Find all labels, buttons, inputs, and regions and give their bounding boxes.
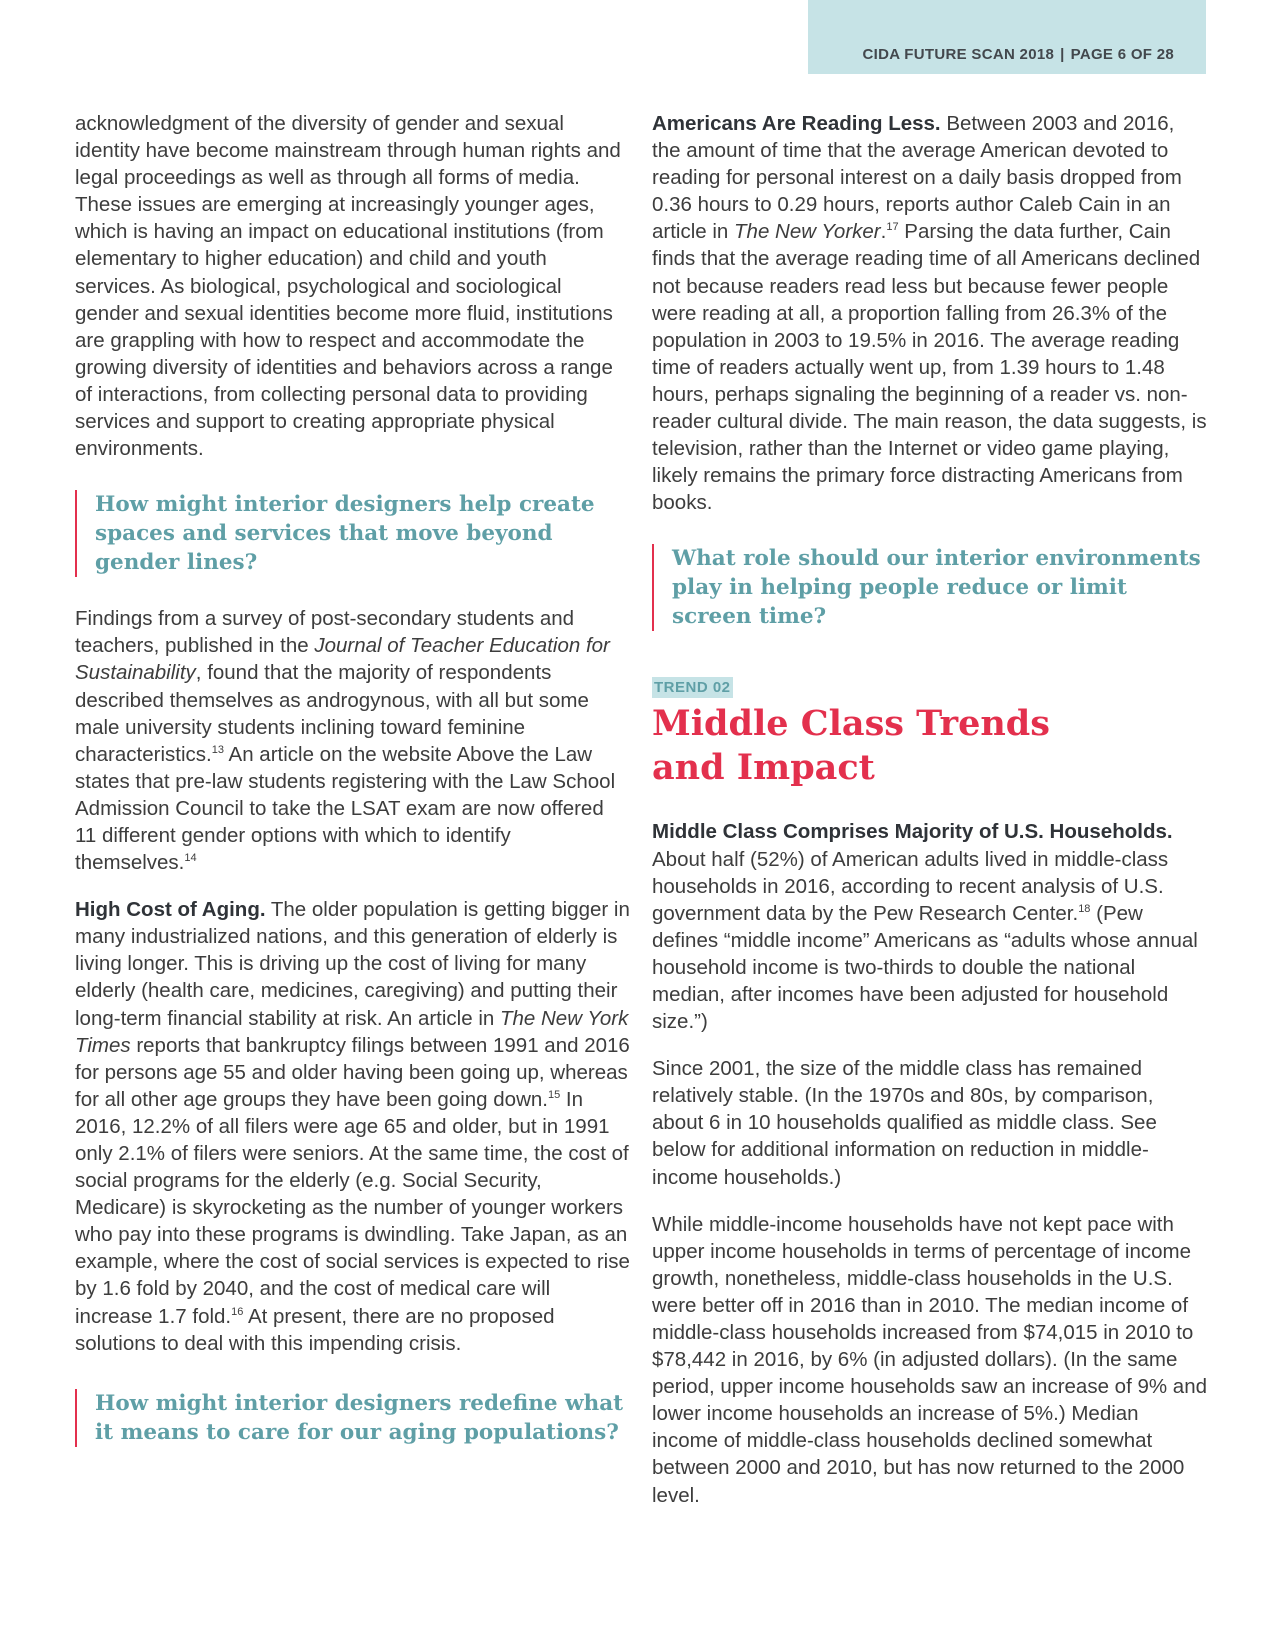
middle-income-paragraph: While middle-income households have not kept pace with upper income households in terms of percentage of income growth, nonetheless, middle-class households in the U.S. were better off in 2016 than in 2010. The median income of middle-class households increased from $74,015 in 2010 to $78,442 in 2016, by 6% (in adjusted dollars). (In the same period, upper income households saw an increase of 9% and lower income households an increase of 5%.) Median income of middle-class households declined somewhat between 2000 and 2010, but has now returned to the 2000 level. (652, 1212, 1207, 1507)
middle-class-heading: Middle Class Comprises Majority of U.S. Households. (652, 820, 1173, 844)
trend-title (652, 702, 1207, 790)
aging-text-d: At present, there are no proposed solutions to deal with this impending crisis. (75, 1304, 555, 1355)
reading-heading: Americans Are Reading Less. (652, 112, 941, 135)
footnote-13: 13 (211, 743, 224, 756)
middle-class-text-a: About half (52%) of American adults lived in middle-class households in 2016, according to recent analysis of U.S. government data by the Pew Research Center. (652, 847, 1169, 925)
callout-gender-lines: How might interior designers help create spaces and services that move beyond gender lines? (75, 490, 630, 577)
page-header (808, 0, 1206, 74)
trend-title-line-1: Middle Class Trends (652, 703, 1050, 745)
reading-period: . (880, 220, 887, 244)
reading-text-b: Parsing the data further, Cain finds that the average reading time of all Americans declined not because readers read less but because fewer people were reading at all, a proportion falling from 26.3% of the population in 2003 to 19.5% in 2016. The average reading time of readers actually went up, from 1.39 hours to 1.48 hours, perhaps signaling the beginning of a reader vs. non-reader cultural divide. The main reason, the data suggests, is television, rather than the Internet or video game playing, likely remains the primary force distracting Americans from books. (652, 220, 1207, 515)
footnote-17: 17 (886, 221, 899, 234)
footnote-16: 16 (231, 1305, 244, 1318)
footnote-14: 14 (184, 852, 197, 865)
journal-title: Journal of Teacher Education for Sustainability (75, 634, 610, 685)
left-column (75, 110, 630, 1447)
aging-heading: High Cost of Aging. (75, 898, 266, 922)
middle-class-text-b: (Pew defines “middle income” Americans as “adults whose annual household income is two-thirds to double the national median, after incomes have been adjusted for household size.”) (652, 901, 1198, 1034)
new-yorker-title: The New Yorker (734, 220, 881, 244)
callout-aging: How might interior designers redefine what it means to care for our aging populations? (75, 1389, 630, 1447)
footnote-15: 15 (547, 1088, 561, 1101)
aging-text-a: The older population is getting bigger in many industrialized nations, and this generation of elderly is living longer. This is driving up the cost of living for many elderly (health care, medicines, caregiving) and putting their long-term financial stability at risk. An article in (75, 898, 630, 1030)
header-label (863, 46, 1174, 63)
header-separator: | (1060, 46, 1065, 63)
page-number: PAGE 6 OF 28 (1070, 46, 1174, 63)
middle-class-paragraph (652, 818, 1207, 1035)
callout-screen-time: What role should our interior environments play in helping people reduce or limit screen time? (652, 544, 1207, 631)
aging-text-b: reports that bankruptcy filings between 1991 and 2016 for persons age 55 and older having been going up, whereas for all other age groups they have been going down. (75, 1033, 630, 1111)
gender-identity-paragraph: acknowledgment of the diversity of gender and sexual identity have become mainstream through human rights and legal proceedings as well as through all forms of media. These issues are emerging at increasingly younger ages, which is having an impact on educational institutions (from elementary to higher education) and child and youth services. As biological, psychological and sociological gender and sexual identities become more fluid, institutions are grappling with how to respect and accommodate the growing diversity of identities and behaviors across a range of interactions, from collecting personal data to providing services and support to creating appropriate physical environments. (75, 112, 621, 461)
trend-title-line-2: and Impact (652, 747, 875, 789)
publication-title: CIDA FUTURE SCAN 2018 (862, 46, 1055, 63)
trend-label: TREND 02 (654, 679, 731, 697)
survey-paragraph (75, 605, 630, 876)
reading-text-a: Between 2003 and 2016, the amount of time that the average American devoted to reading for personal interest on a daily basis dropped from 0.36 hours to 0.29 hours, reports author Caleb Cain in an article in (652, 112, 1182, 244)
survey-text-a: Findings from a survey of post-secondary students and teachers, published in the (75, 607, 575, 658)
right-column (652, 110, 1207, 1509)
reading-paragraph (652, 110, 1207, 516)
survey-text-c: An article on the website Above the Law states that pre-law students registering with the Law School Admission Council to take the LSAT exam are now offered 11 different gender options with which to identify themselves. (75, 742, 616, 875)
survey-text-b: , found that the majority of respondents described themselves as androgynous, with all but some male university students inclining toward feminine characteristics. (75, 661, 589, 766)
footnote-18: 18 (1078, 902, 1091, 915)
middle-class-size-paragraph: Since 2001, the size of the middle class has remained relatively stable. (In the 1970s and 80s, by comparison, about 6 in 10 households qualified as middle class. See below for additional information on reduction in middle-income households.) (652, 1057, 1157, 1189)
aging-paragraph (75, 896, 630, 1357)
aging-text-c: In 2016, 12.2% of all filers were age 65 and older, but in 1991 only 2.1% of filers were seniors. At the same time, the cost of social programs for the elderly (e.g. Social Security, Medicare) is skyrocketing as the number of younger workers who pay into these programs is dwindling. Take Japan, as an example, where the cost of social services is expected to rise by 1.6 fold by 2040, and the cost of medical care will increase 1.7 fold. (75, 1087, 630, 1328)
nyt-title: The New York Times (75, 1006, 629, 1057)
